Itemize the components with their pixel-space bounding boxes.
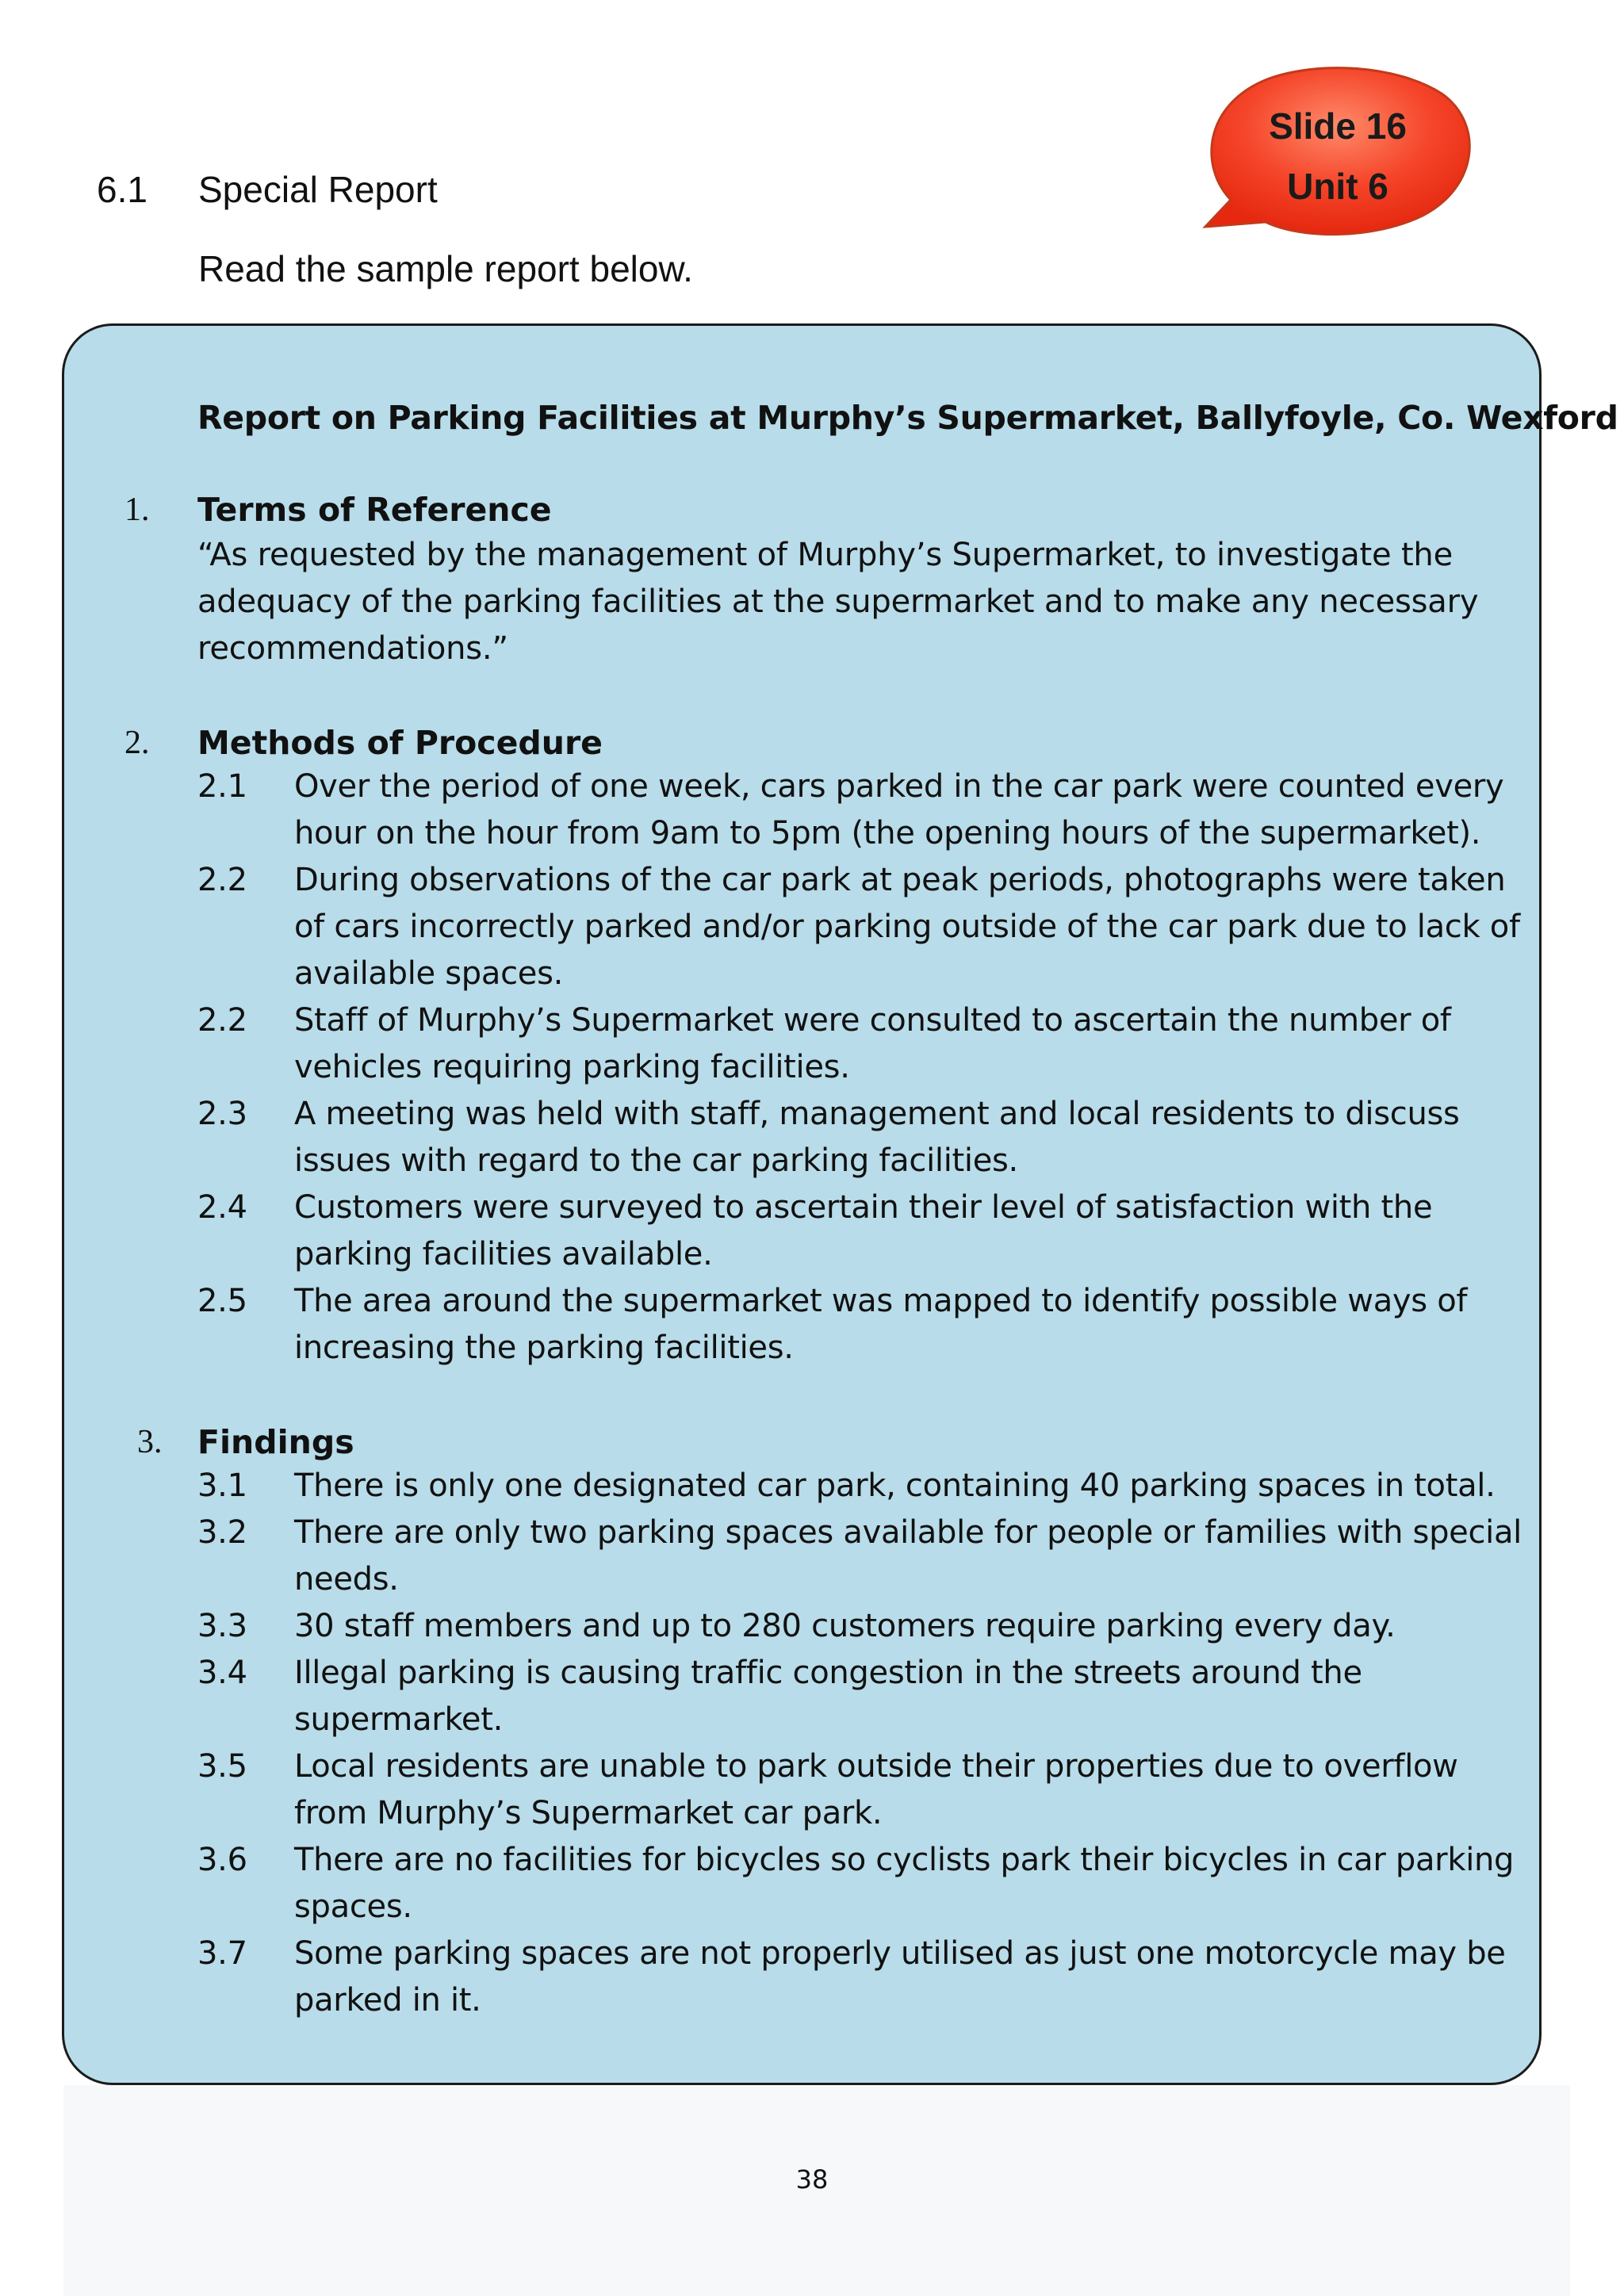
item-text: There are only two parking spaces available for people or families with special needs. — [294, 1514, 1522, 1598]
item-number: 2.4 — [197, 1189, 247, 1226]
section-2-heading: Methods of Procedure — [197, 724, 603, 762]
item-text: Illegal parking is causing traffic congestion in the streets around the supermarket. — [294, 1655, 1362, 1738]
item-number: 3.1 — [197, 1468, 247, 1504]
section-title: Special Report — [198, 169, 438, 210]
instruction-text: Read the sample report below. — [198, 248, 693, 289]
section-3-heading: Findings — [197, 1423, 354, 1461]
item-text: The area around the supermarket was mapped to identify possible ways of increasing the parking facilities. — [294, 1283, 1468, 1366]
item-text: Staff of Murphy’s Supermarket were consulted to ascertain the number of vehicles requiring parking facilities. — [294, 1002, 1451, 1085]
section-1-heading: Terms of Reference — [197, 491, 552, 529]
list-item — [197, 997, 1530, 1091]
section-2-number: 2. — [124, 725, 150, 761]
slide-badge — [1199, 63, 1477, 254]
item-number: 2.5 — [197, 1283, 247, 1319]
list-item — [197, 763, 1530, 857]
item-number: 3.7 — [197, 1935, 247, 1972]
item-number: 2.1 — [197, 768, 247, 805]
item-number: 2.2 — [197, 1002, 247, 1039]
section-number: 6.1 — [97, 169, 147, 210]
item-number: 3.5 — [197, 1748, 247, 1785]
section-2-list — [197, 763, 1530, 1372]
item-number: 2.3 — [197, 1096, 247, 1132]
section-3-number: 3. — [137, 1424, 163, 1460]
item-text: There is only one designated car park, containing 40 parking spaces in total. — [294, 1468, 1496, 1504]
list-item — [197, 1091, 1530, 1184]
list-item — [197, 1837, 1530, 1931]
item-number: 3.2 — [197, 1514, 247, 1551]
item-number: 3.4 — [197, 1655, 247, 1691]
page-number: 38 — [795, 2164, 829, 2195]
list-item — [197, 1463, 1530, 1510]
item-text: Local residents are unable to park outside their properties due to overflow from Murphy’s Supermarket car park. — [294, 1748, 1458, 1831]
speech-bubble-icon — [1199, 63, 1477, 254]
section-1-number: 1. — [124, 492, 150, 528]
item-text: Some parking spaces are not properly utilised as just one motorcycle may be parked in it. — [294, 1935, 1506, 2019]
report-title: Report on Parking Facilities at Murphy’s Supermarket, Ballyfoyle, Co. Wexford — [197, 399, 1618, 437]
item-number: 3.6 — [197, 1842, 247, 1878]
list-item — [197, 1278, 1530, 1372]
badge-unit-label: Unit 6 — [1287, 166, 1388, 207]
item-text: Customers were surveyed to ascertain their level of satisfaction with the parking facilities available. — [294, 1189, 1433, 1272]
item-number: 3.3 — [197, 1608, 247, 1644]
item-text: Over the period of one week, cars parked in the car park were counted every hour on the hour from 9am to 5pm (the opening hours of the supermarket). — [294, 768, 1504, 851]
list-item — [197, 1931, 1530, 2024]
list-item — [197, 1603, 1530, 1650]
list-item — [197, 857, 1530, 997]
report-box — [62, 323, 1618, 2085]
list-item — [197, 1743, 1530, 1837]
section-3-list — [197, 1463, 1530, 2024]
item-text: A meeting was held with staff, management and local residents to discuss issues with regard to the car parking facilities. — [294, 1096, 1460, 1179]
item-text: During observations of the car park at peak periods, photographs were taken of cars incorrectly parked and/or parking outside of the car park due to lack of available spaces. — [294, 862, 1520, 992]
list-item — [197, 1184, 1530, 1278]
list-item — [197, 1650, 1530, 1743]
item-text: 30 staff members and up to 280 customers require parking every day. — [294, 1608, 1396, 1644]
item-text: There are no facilities for bicycles so cyclists park their bicycles in car parking spaces. — [294, 1842, 1515, 1925]
section-1-text: “As requested by the management of Murphy’s Supermarket, to investigate the adequacy of the parking facilities at the supermarket and to make any necessary recommendations.” — [197, 537, 1479, 667]
item-number: 2.2 — [197, 862, 247, 898]
badge-slide-label: Slide 16 — [1269, 105, 1407, 147]
list-item — [197, 1510, 1530, 1603]
